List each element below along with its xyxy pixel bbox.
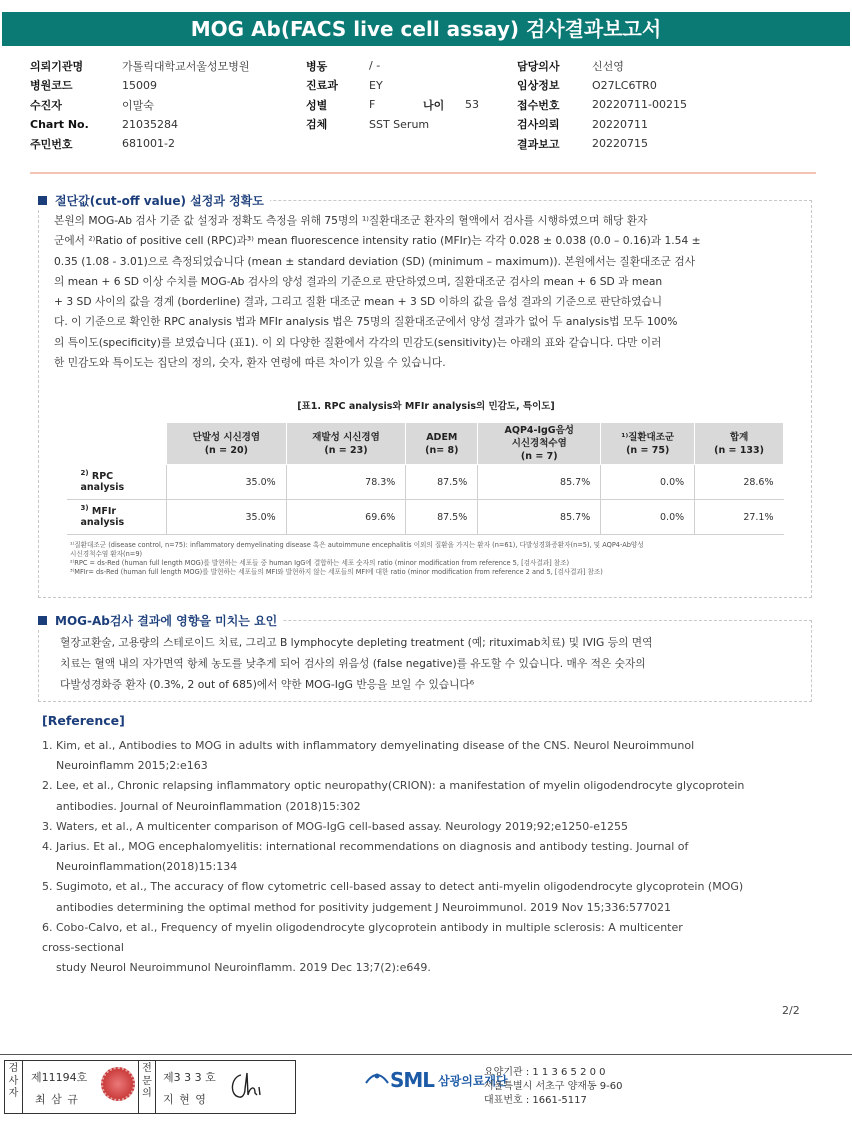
paragraph-line: 치료는 혈액 내의 자가면역 항체 농도를 낮추게 되어 검사의 위음성 (false negative)를 유도할 수 있습니다. 매우 적은 숫자의 [60, 657, 646, 670]
footnote: ³⁾MFIr= ds-Red (human full length MOG)를 발현하는 세포들의 MFI와 발현하지 않는 세포들의 MFI에 대한 ratio (minor modification from reference 2 and 5, [검사결과] 참조) [70, 568, 603, 576]
table-row [67, 465, 784, 500]
column-header: ADEM (n= 8) [406, 423, 478, 465]
column-header: ¹⁾질환대조군 (n = 75) [601, 423, 695, 465]
table-cell: 35.0% [167, 500, 287, 535]
references-heading: [Reference] [42, 713, 125, 728]
paragraph-line: 의 특이도(specificity)를 보였습니다 (표1). 이 외 다양한 질환에서 각각의 민감도(sensitivity)는 아래의 표와 같습니다. 다만 이러 [54, 335, 662, 349]
sensitivity-table [66, 422, 784, 535]
field-label: 의뢰기관명 [30, 59, 84, 73]
section-1-paragraph [54, 211, 814, 373]
column-header: 합계 (n = 133) [695, 423, 784, 465]
field-value: 이말숙 [122, 98, 154, 112]
field-label: 병동 [306, 59, 328, 73]
field-label: 성별 [306, 98, 328, 112]
footnote: ¹⁾질환대조군 (disease control, n=75): inflammatory demyelinating disease 혹은 autoimmune encephalitis 이외의 질환을 가지는 환자 (n=61), 다발성경화증환자(n=5), 및 AQP4-Ab양성 [70, 541, 644, 549]
organization-name: 삼광의료재단 [438, 1073, 508, 1088]
reference-line: 6. Cobo-Calvo, et al., Frequency of myelin oligodendrocyte glycoprotein antibody in multiple sclerosis: A multicenter [42, 920, 683, 934]
field-label: 담당의사 [517, 59, 560, 73]
signature-box [4, 1060, 296, 1114]
table-cell: 0.0% [601, 500, 695, 535]
specialist-id: 제3 3 3 호 [163, 1071, 216, 1084]
reference-line: 5. Sugimoto, et al., The accuracy of flow cytometric cell-based assay to detect anti-myelin oligodendrocyte glycoprotein (MOG) [42, 880, 744, 894]
paragraph-line: 의 mean + 6 SD 이상 수치를 MOG-Ab 검사의 양성 결과의 기준으로 판단하였으며, 질환대조군 검사의 mean + 6 SD 과 mean [54, 274, 663, 288]
field-label: 임상정보 [517, 79, 560, 93]
paragraph-line: 군에서 ²⁾Ratio of positive cell (RPC)과³⁾ mean fluorescence intensity ratio (MFIr)는 각각 0.028 ± 0.038 (0.0 – 0.16)과 1.54 ± [54, 234, 701, 248]
paragraph-line: 한 민감도와 특이도는 집단의 정의, 숫자, 환자 연령에 따른 차이가 있을 수 있습니다. [54, 356, 446, 370]
footer-divider [0, 1054, 852, 1055]
column-header: AQP4-IgG음성 시신경척수염 (n = 7) [478, 423, 601, 465]
contact-line: 대표번호 : 1661-5117 [484, 1095, 587, 1106]
field-value: 21035284 [122, 117, 178, 131]
section-2-paragraph [60, 632, 810, 695]
table-corner [67, 423, 167, 465]
paragraph-line: 0.35 (1.08 - 3.01)으로 측정되었습니다 (mean ± standard deviation (SD) (minimum – maximum)). 본원에서는 질환대조군 검사 [54, 254, 696, 268]
paragraph-line: 혈장교환술, 고용량의 스테로이드 치료, 그리고 B lymphocyte depleting treatment (예; rituximab치료) 및 IVIG 등의 면역 [60, 636, 653, 649]
field-value: / - [369, 59, 381, 73]
table-row [67, 500, 784, 535]
field-value: 가톨릭대학교서울성모병원 [122, 59, 250, 73]
table-cell: 69.6% [286, 500, 406, 535]
field-value: SST Serum [369, 117, 430, 131]
logo-text: SML [390, 1068, 435, 1092]
reference-line: antibodies determining the optimal method for positivity judgement J Neuroimmunol. 2019 Nov 15;336:577021 [56, 900, 672, 914]
column-header: 단발성 시신경염 (n = 20) [167, 423, 287, 465]
table-cell: 87.5% [406, 465, 478, 500]
field-value: EY [369, 78, 383, 92]
table-footnotes [70, 541, 644, 577]
reference-line: Neuroinflammation(2018)15:134 [56, 860, 238, 874]
age-value: 53 [465, 98, 479, 112]
header-col-2 [306, 56, 479, 134]
field-value: O27LC6TR0 [592, 78, 657, 92]
column-header: 재발성 시신경염 (n = 23) [286, 423, 406, 465]
contact-line: 요양기관 : 1 1 3 6 5 2 0 0 [484, 1067, 606, 1078]
field-label: 접수번호 [517, 98, 560, 112]
paragraph-line: 다발성경화증 환자 (0.3%, 2 out of 685)에서 약한 MOG-IgG 반응을 보일 수 있습니다⁶ [60, 678, 475, 691]
examiner-id: 제11194호 [31, 1071, 88, 1084]
table-cell: 78.3% [286, 465, 406, 500]
table-title: [표1. RPC analysis와 MFIr analysis의 민감도, 특이도] [297, 401, 555, 412]
field-label: Chart No. [30, 117, 89, 131]
reference-line: 4. Jarius. Et al., MOG encephalomyelitis: international recommendations on diagnosis and antibody testing. Journal of [42, 840, 689, 854]
table-cell: 35.0% [167, 465, 287, 500]
reference-line: 1. Kim, et al., Antibodies to MOG in adults with inflammatory demyelinating disease of the CNS. Neurol Neuroimmunol [42, 739, 695, 752]
reference-line: cross-sectional [42, 941, 124, 955]
header-divider [30, 172, 816, 174]
table-header-row [67, 423, 784, 465]
square-bullet-icon [38, 196, 47, 205]
field-label: 검체 [306, 118, 328, 132]
section-1-heading [38, 192, 270, 209]
sml-mark-icon [364, 1069, 390, 1091]
reference-line: study Neurol Neuroimmunol Neuroinflamm. 2019 Dec 13;7(2):e649. [56, 961, 431, 975]
seal-ring [101, 1067, 135, 1101]
table-cell: 87.5% [406, 500, 478, 535]
examiner-name: 최 삼 규 [35, 1093, 79, 1106]
examiner-vertical-label: 검사자 [5, 1061, 23, 1113]
age-label: 나이 [423, 98, 445, 112]
table-cell: 85.7% [478, 465, 601, 500]
reference-list [42, 736, 744, 978]
reference-line: 2. Lee, et al., Chronic relapsing inflammatory optic neuropathy(CRION): a manifestation of myelin oligodendrocyte glycoprotein [42, 779, 745, 793]
section-2-heading-text: MOG-Ab검사 결과에 영향을 미치는 요인 [55, 614, 278, 628]
field-label: 수진자 [30, 98, 62, 112]
contact-line: 서울특별시 서초구 양재동 9-60 [484, 1081, 623, 1092]
specialist-vertical-label: 전문의 [138, 1061, 156, 1113]
header-col-3 [517, 56, 687, 154]
page-number: 2/2 [782, 1004, 800, 1017]
section-1-heading-text: 절단값(cut-off value) 설정과 정확도 [55, 194, 264, 208]
field-value: F [369, 98, 376, 112]
row-header: $^{2)}$ RPC analysis [67, 465, 167, 500]
paragraph-line: 본원의 MOG-Ab 검사 기준 값 설정과 정확도 측정을 위해 75명의 ¹⁾질환대조군 환자의 혈액에서 검사를 시행하였으며 해당 환자 [54, 214, 648, 227]
field-label: 결과보고 [517, 137, 560, 151]
field-value: 15009 [122, 78, 157, 92]
contact-info [484, 1066, 623, 1108]
field-label: 주민번호 [30, 137, 73, 151]
field-label: 진료과 [306, 79, 338, 93]
footnote: 시신경척수염 환자(n=9) [70, 550, 143, 558]
field-value: 20220715 [592, 137, 648, 151]
section-2-heading [38, 612, 283, 629]
footnote: ²⁾RPC = ds-Red (human full length MOG)를 발현하는 세포들 중 human IgG에 결합하는 세포 숫자의 ratio (minor modification from reference 5, [검사결과] 참조) [70, 559, 570, 567]
square-bullet-icon [38, 616, 47, 625]
field-label: 검사의뢰 [517, 118, 560, 132]
field-label: 병원코드 [30, 79, 73, 93]
table-cell: 27.1% [695, 500, 784, 535]
paragraph-line: + 3 SD 사이의 값을 경계 (borderline) 결과, 그리고 질환 대조군 mean + 3 SD 이하의 값을 음성 결과의 기준으로 판단하였습니 [54, 295, 663, 309]
table-cell: 28.6% [695, 465, 784, 500]
reference-line: Neuroinflamm 2015;2:e163 [56, 759, 208, 773]
field-value: 20220711 [592, 117, 648, 131]
report-title: MOG Ab(FACS live cell assay) 검사결과보고서 [2, 12, 850, 46]
header-col-1 [30, 56, 250, 154]
field-value: 681001-2 [122, 137, 175, 151]
paragraph-line: 다. 이 기준으로 확인한 RPC analysis 법과 MFIr analysis 법은 75명의 질환대조군에서 양성 결과가 없어 두 analysis법 모두 100% [54, 315, 678, 329]
field-value: 신선영 [592, 59, 624, 73]
field-value: 20220711-00215 [592, 98, 687, 112]
row-header: $^{3)}$ MFIr analysis [67, 500, 167, 535]
specialist-name: 지 현 영 [163, 1093, 207, 1106]
table-cell: 0.0% [601, 465, 695, 500]
table-cell: 85.7% [478, 500, 601, 535]
reference-line: 3. Waters, et al., A multicenter comparison of MOG-IgG cell-based assay. Neurology 2019;92;e1250-e1255 [42, 819, 628, 833]
signature-icon [227, 1069, 267, 1103]
reference-line: antibodies. Journal of Neuroinflammation (2018)15:302 [56, 799, 361, 813]
